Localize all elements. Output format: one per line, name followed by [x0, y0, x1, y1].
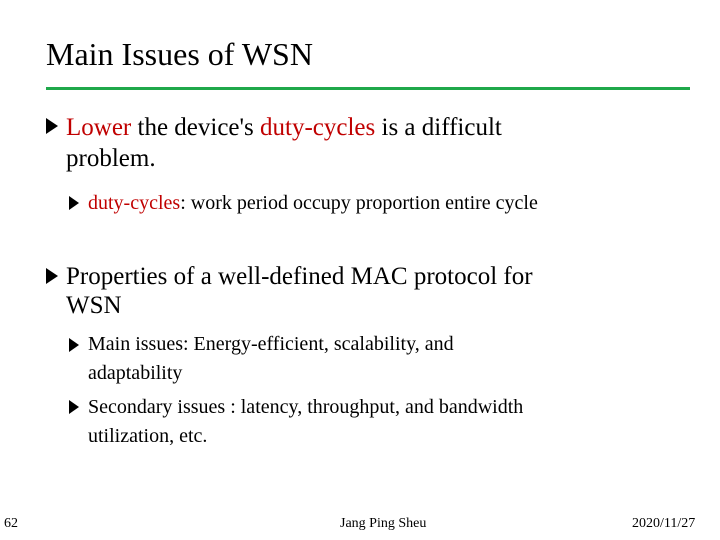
sub-1-highlight-duty-cycles: duty-cycles: [88, 192, 181, 214]
bullet-1-highlight-lower: Lower: [66, 114, 132, 141]
bullet-1-line-1: [66, 113, 502, 143]
bullet-2-sub-1-line-1: Main issues: Energy-efficient, scalability, and: [88, 333, 454, 355]
sub-bullet-arrow-icon: [69, 338, 79, 352]
bullet-2-sub-1-line-2: adaptability: [88, 362, 183, 384]
bullet-2-sub-2-line-1: Secondary issues : latency, throughput, and bandwidth: [88, 396, 524, 418]
bullet-1-line-2: problem.: [66, 145, 156, 172]
slide-title: Main Issues of WSN: [46, 36, 313, 72]
bullet-1-text-post: is a difficult: [375, 114, 502, 141]
bullet-1-highlight-duty-cycles: duty-cycles: [260, 114, 376, 141]
bullet-2-line-1: Properties of a well-defined MAC protocol for: [66, 263, 533, 290]
page-number: 62: [4, 516, 18, 531]
bullet-1-text-mid: the device's: [131, 114, 261, 141]
title-divider: [46, 87, 690, 90]
sub-bullet-arrow-icon: [69, 196, 79, 210]
bullet-arrow-icon: [46, 268, 58, 284]
bullet-arrow-icon: [46, 118, 58, 134]
bullet-2-sub-2-line-2: utilization, etc.: [88, 425, 208, 447]
sub-bullet-arrow-icon: [69, 400, 79, 414]
sub-1-text: : work period occupy proportion entire cycle: [180, 192, 538, 214]
footer-date: 2020/11/27: [632, 516, 696, 531]
bullet-2-line-2: WSN: [66, 292, 122, 319]
footer-author: Jang Ping Sheu: [340, 516, 427, 531]
bullet-1-sub-1: [88, 189, 538, 218]
